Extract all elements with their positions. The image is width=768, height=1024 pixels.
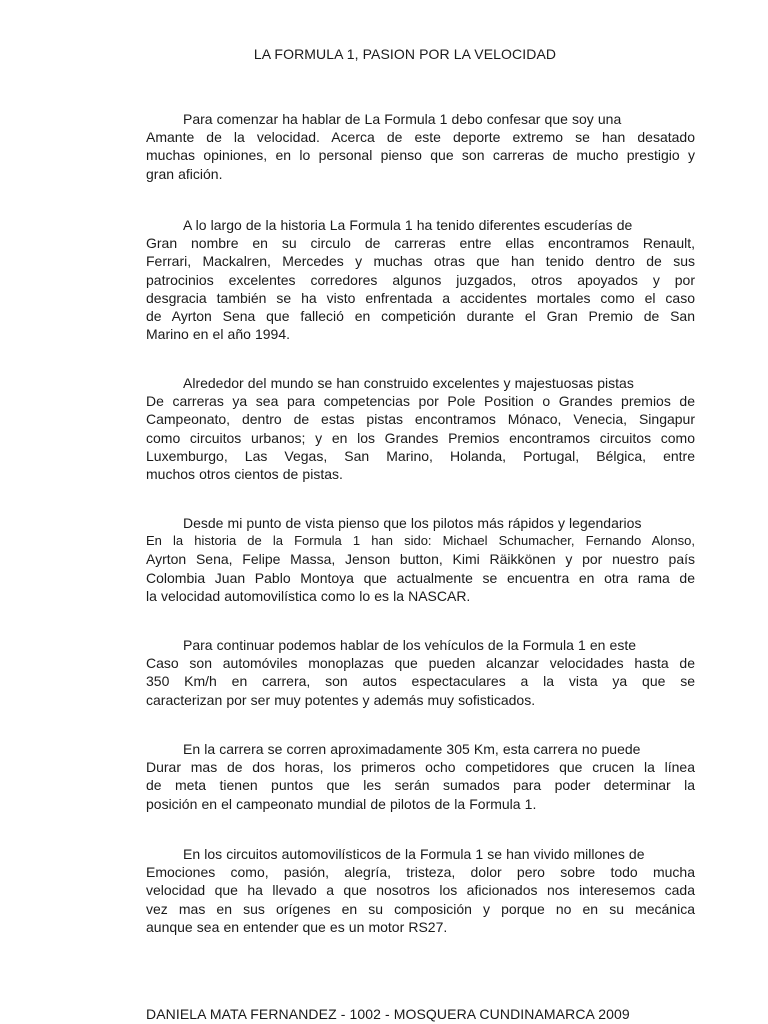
document-title: LA FORMULA 1, PASION POR LA VELOCIDAD: [253, 46, 557, 62]
paragraph-line: desgracia también se ha visto enfrentada a accidentes mortales como el caso: [146, 289, 695, 306]
paragraph-line: gran afición.: [146, 165, 223, 182]
paragraph-line: Para continuar podemos hablar de los vehículos de la Formula 1 en este: [183, 637, 636, 653]
paragraph-line: muchos otros cientos de pistas.: [146, 466, 343, 483]
paragraph-line: Desde mi punto de vista pienso que los pilotos más rápidos y legendarios: [183, 515, 642, 531]
paragraph-drivers: [146, 514, 695, 605]
paragraph-line: posición en el campeonato mundial de pilotos de la Formula 1.: [146, 795, 537, 812]
paragraph-line: de meta tienen puntos que les serán sumados para poder determinar la: [146, 777, 695, 794]
paragraph-history: [146, 216, 695, 343]
paragraph-line: Colombia Juan Pablo Montoya que actualmente se encuentra en otra rama de: [146, 569, 695, 586]
paragraph-line: como circuitos urbanos; y en los Grandes Premios encontramos circuitos como: [146, 429, 695, 446]
paragraph-line: 350 Km/h en carrera, son autos espectaculares a la vista ya que se: [146, 673, 695, 690]
paragraph-race: [146, 740, 695, 813]
paragraph-line: caracterizan por ser muy potentes y además muy sofisticados.: [146, 691, 536, 708]
paragraph-vehicles: [146, 636, 695, 709]
paragraph-line: Caso son automóviles monoplazas que pueden alcanzar velocidades hasta de: [146, 655, 695, 672]
paragraph-line: Amante de la velocidad. Acerca de este deporte extremo se han desatado: [146, 129, 695, 146]
paragraph-line: Campeonato, dentro de estas pistas encontramos Mónaco, Venecia, Singapur: [146, 411, 695, 428]
paragraph-line: velocidad que ha llevado a que nosotros los aficionados nos interesemos cada: [146, 882, 695, 899]
paragraph-intro: [146, 110, 695, 183]
paragraph-line: de Ayrton Sena que falleció en competición durante el Gran Premio de San: [146, 308, 695, 325]
paragraph-line: Durar mas de dos horas, los primeros ocho competidores que crucen la línea: [146, 759, 695, 776]
paragraph-line: patrocinios excelentes corredores algunos juzgados, otros apoyados y por: [146, 271, 695, 288]
paragraph-line: Marino en el año 1994.: [146, 326, 291, 343]
paragraph-tracks: [146, 374, 695, 483]
paragraph-line: muchas opiniones, en lo personal pienso que son carreras de mucho prestigio y: [146, 147, 695, 164]
paragraph-line: Ayrton Sena, Felipe Massa, Jenson button, Kimi Räikkönen y por nuestro país: [146, 551, 695, 568]
paragraph-line: En la carrera se corren aproximadamente 305 Km, esta carrera no puede: [183, 741, 641, 757]
paragraph-line: En los circuitos automovilísticos de la Formula 1 se han vivido millones de: [183, 846, 645, 862]
paragraph-line: Gran nombre en su circulo de carreras entre ellas encontramos Renault,: [146, 235, 695, 252]
paragraph-line: Alrededor del mundo se han construido excelentes y majestuosas pistas: [183, 375, 634, 391]
paragraph-line: vez mas en sus orígenes en su composición y porque no en su mecánica: [146, 900, 695, 917]
paragraph-line: la velocidad automovilística como lo es la NASCAR.: [146, 587, 471, 604]
paragraph-line: aunque sea en entender que es un motor RS27.: [146, 918, 448, 935]
paragraph-line: Ferrari, Mackalren, Mercedes y muchas otras que han tenido dentro de sus: [146, 253, 695, 270]
paragraph-line: De carreras ya sea para competencias por Pole Position o Grandes premios de: [146, 393, 695, 410]
paragraph-line: Para comenzar ha hablar de La Formula 1 debo confesar que soy una: [183, 111, 622, 127]
paragraph-line: En la historia de la Formula 1 han sido: Michael Schumacher, Fernando Alonso,: [146, 533, 695, 549]
document-footer: DANIELA MATA FERNANDEZ - 1002 - MOSQUERA CUNDINAMARCA 2009: [146, 1006, 630, 1022]
paragraph-emotions: [146, 845, 695, 936]
paragraph-line: Emociones como, pasión, alegría, tristeza, dolor pero sobre todo mucha: [146, 864, 695, 881]
paragraph-line: Luxemburgo, Las Vegas, San Marino, Holanda, Portugal, Bélgica, entre: [146, 447, 695, 464]
paragraph-line: A lo largo de la historia La Formula 1 ha tenido diferentes escuderías de: [183, 217, 633, 233]
